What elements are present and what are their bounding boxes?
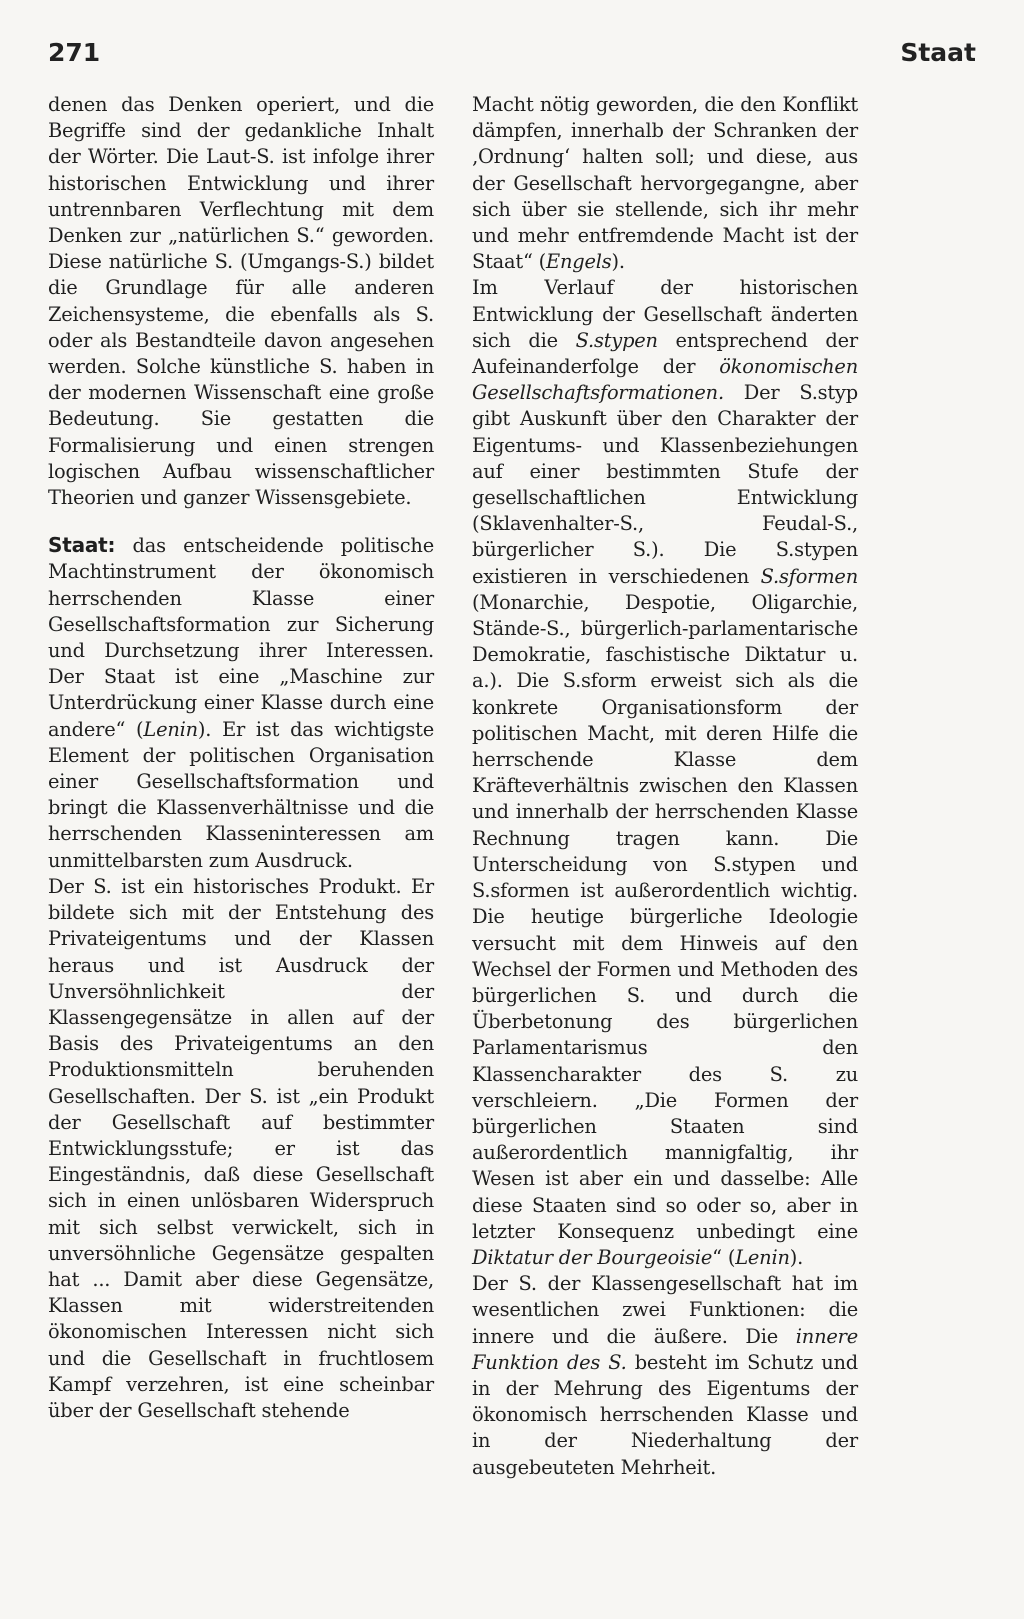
text-span: Der S. der Klassengesellschaft hat im wesentlichen zwei Funktionen: die innere und die äußere. Die [472, 1272, 858, 1348]
paragraph-engels-quote [472, 92, 858, 275]
text-span: das entscheidende politische Machtinstrument der ökonomisch herrschenden Klasse einer Gesellschaftsformation zur Sicherung und Durchsetzung ihrer Interessen. Der Staat ist eine „Maschine zur Unterdrückung einer Klasse durch eine andere“ ( [48, 534, 434, 741]
entry-staat [48, 532, 434, 874]
author-lenin: Lenin [735, 1245, 790, 1269]
text-span: Macht nötig geworden, die den Konflikt dämpfen, innerhalb der Schranken der ‚Ordnung‘ halten soll; und diese, aus der Gesellschaft hervorgegangne, aber sich über sie stellende, sich ihr mehr und mehr entfremdende Macht ist der Staat“ ( [472, 93, 858, 274]
paragraph-historical-product: Der S. ist ein historisches Produkt. Er bildete sich mit der Entstehung des Privateigentums und der Klassen heraus und ist Ausdruck der Unversöhnlichkeit der Klassengegensätze in allen auf der Basis des Privateigentums an den Produktionsmitteln beruhenden Gesellschaften. Der S. ist „ein Produkt der Gesellschaft auf bestimmter Entwicklungsstufe; er ist das Eingeständnis, daß diese Gesellschaft sich in einen unlösbaren Widerspruch mit sich selbst verwickelt, sich in unversöhnliche Gegensätze gespalten hat ... Damit aber diese Gegensätze, Klassen mit widerstreitenden ökonomischen Interessen nicht sich und die Gesellschaft in fruchtlosem Kampf verzehren, ist eine scheinbar über der Gesellschaft stehende [48, 874, 434, 1422]
headword-staat: Staat: [48, 533, 116, 558]
term-ssformen: S.sformen [760, 564, 858, 588]
left-column [48, 92, 434, 1424]
text-span: besteht im Schutz und in der Mehrung des Eigentums der ökonomisch herrschenden Klasse und in der Niederhaltung der ausgebeuteten Mehrheit. [472, 1350, 858, 1479]
author-engels: Engels [546, 250, 612, 274]
text-span: ). Er ist das wichtigste Element der politischen Organisation einer Gesellschaftsformation und bringt die Klassenverhältnisse und die herrschenden Klasseninteressen am unmittelbarsten zum Ausdruck. [48, 717, 434, 872]
term-innere-funktion: innere Funktion des S. [472, 1324, 858, 1374]
text-span: ). [789, 1245, 804, 1269]
paragraph-staatstypen [472, 275, 858, 1271]
text-span: ). [611, 250, 625, 274]
term-gesellschaftsformationen: ökonomischen Gesellschaftsformationen. [472, 355, 858, 405]
text-span: Der S.styp gibt Auskunft über den Charakter der Eigentums- und Klassenbeziehungen auf einer bestimmten Stufe der gesellschaftlichen Entwicklung (Sklavenhalter-S., Feudal-S., bürgerlicher S.). Die S.stypen existieren in verschiedenen [472, 381, 858, 588]
running-head: Staat [900, 38, 976, 67]
text-span: Im Verlauf der historischen Entwicklung der Gesellschaft änderten sich die [472, 276, 858, 352]
term-diktatur-bourgeoisie: Diktatur der Bourgeoisie [472, 1245, 713, 1269]
text-span: (Monarchie, Despotie, Oligarchie, Stände-S., bürgerlich-parlamentarische Demokratie, faschistische Diktatur u. a.). Die S.sform erweist sich als die konkrete Organisationsform der politischen Macht, mit deren Hilfe die herrschende Klasse dem Kräfteverhältnis zwischen den Klassen und innerhalb der herrschenden Klasse Rechnung tragen kann. Die Unterscheidung von S.stypen und S.sformen ist außerordentlich wichtig. Die heutige bürgerliche Ideologie versucht mit dem Hinweis auf den Wechsel der Formen und Methoden des bürgerlichen S. und durch die Überbetonung des bürgerlichen Parlamentarismus den Klassencharakter des S. zu verschleiern. „Die Formen der bürgerlichen Staaten sind außerordentlich mannigfaltig, ihr Wesen ist aber ein und dasselbe: Alle diese Staaten sind so oder so, aber in letzter Konsequenz unbedingt eine [472, 590, 858, 1243]
term-sstypen: S.stypen [575, 328, 658, 352]
paragraph-sprache-end: denen das Denken operiert, und die Begriffe sind der gedankliche Inhalt der Wörter. Die Laut-S. ist infolge ihrer historischen Entwicklung und ihrer untrennbaren Verflechtung mit dem Denken zur „natürlichen S.“ geworden. Diese natürliche S. (Umgangs-S.) bildet die Grundlage für alle anderen Zeichensysteme, die ebenfalls als S. oder als Bestandteile davon angesehen werden. Solche künstliche S. haben in der modernen Wissenschaft eine große Bedeutung. Sie gestatten die Formalisierung und einen strengen logischen Aufbau wissenschaftlicher Theorien und ganzer Wissensgebiete. [48, 93, 434, 510]
text-span: entsprechend der Aufeinanderfolge der [472, 328, 858, 379]
page-number: 271 [48, 38, 101, 67]
text-span: “ ( [712, 1245, 736, 1269]
page-header [48, 38, 976, 78]
author-lenin: Lenin [143, 717, 198, 741]
right-column [472, 92, 858, 1481]
paragraph-funktionen [472, 1271, 858, 1481]
